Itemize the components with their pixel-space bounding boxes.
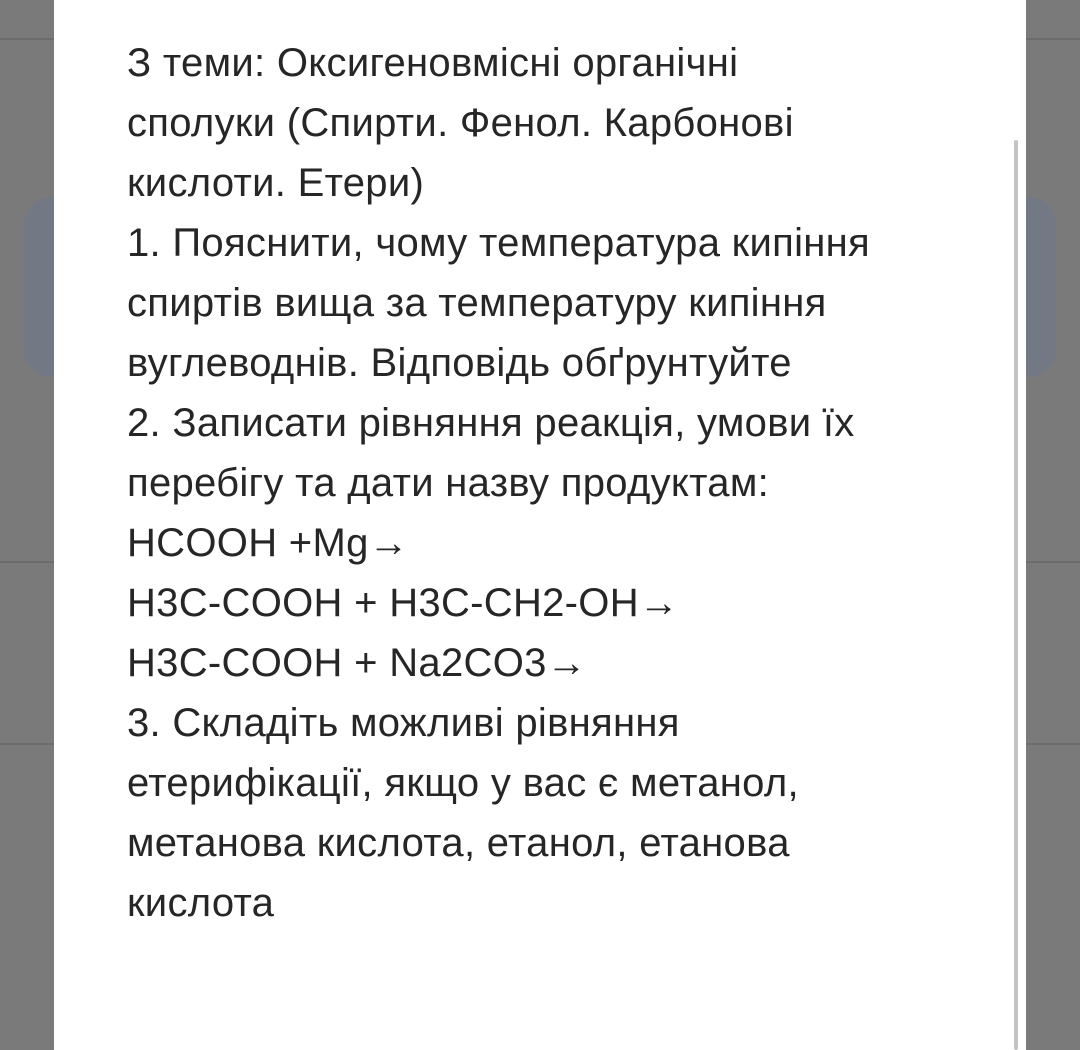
equation-line: HCOOH +Mg→ [127,521,409,565]
question-line: 2. Записати рівняння реакція, умови їх [127,401,855,445]
scrollbar[interactable] [1014,140,1018,1050]
question-line: перебігу та дати назву продуктам: [127,461,770,505]
question-line: спиртів вища за температуру кипіння [127,281,827,325]
question-line: метанова кислота, етанол, етанова [127,821,790,865]
question-text [127,33,1007,933]
question-line: етерифікації, якщо у вас є метанол, [127,761,799,805]
question-line: вуглеводнів. Відповідь обґрунтуйте [127,341,792,385]
question-line: кислоти. Етери) [127,161,425,205]
equation-line: H3C-COOH + H3C-CH2-OH→ [127,581,680,625]
question-line: З теми: Оксигеновмісні органічні [127,41,739,85]
equation-line: H3C-COOH + Na2CO3→ [127,641,587,685]
question-line: 3. Складіть можливі рівняння [127,701,680,745]
question-line: кислота [127,881,275,925]
question-line: 1. Пояснити, чому температура кипіння [127,221,870,265]
question-modal[interactable] [54,0,1026,1050]
question-line: сполуки (Спирти. Фенол. Карбонові [127,101,794,145]
